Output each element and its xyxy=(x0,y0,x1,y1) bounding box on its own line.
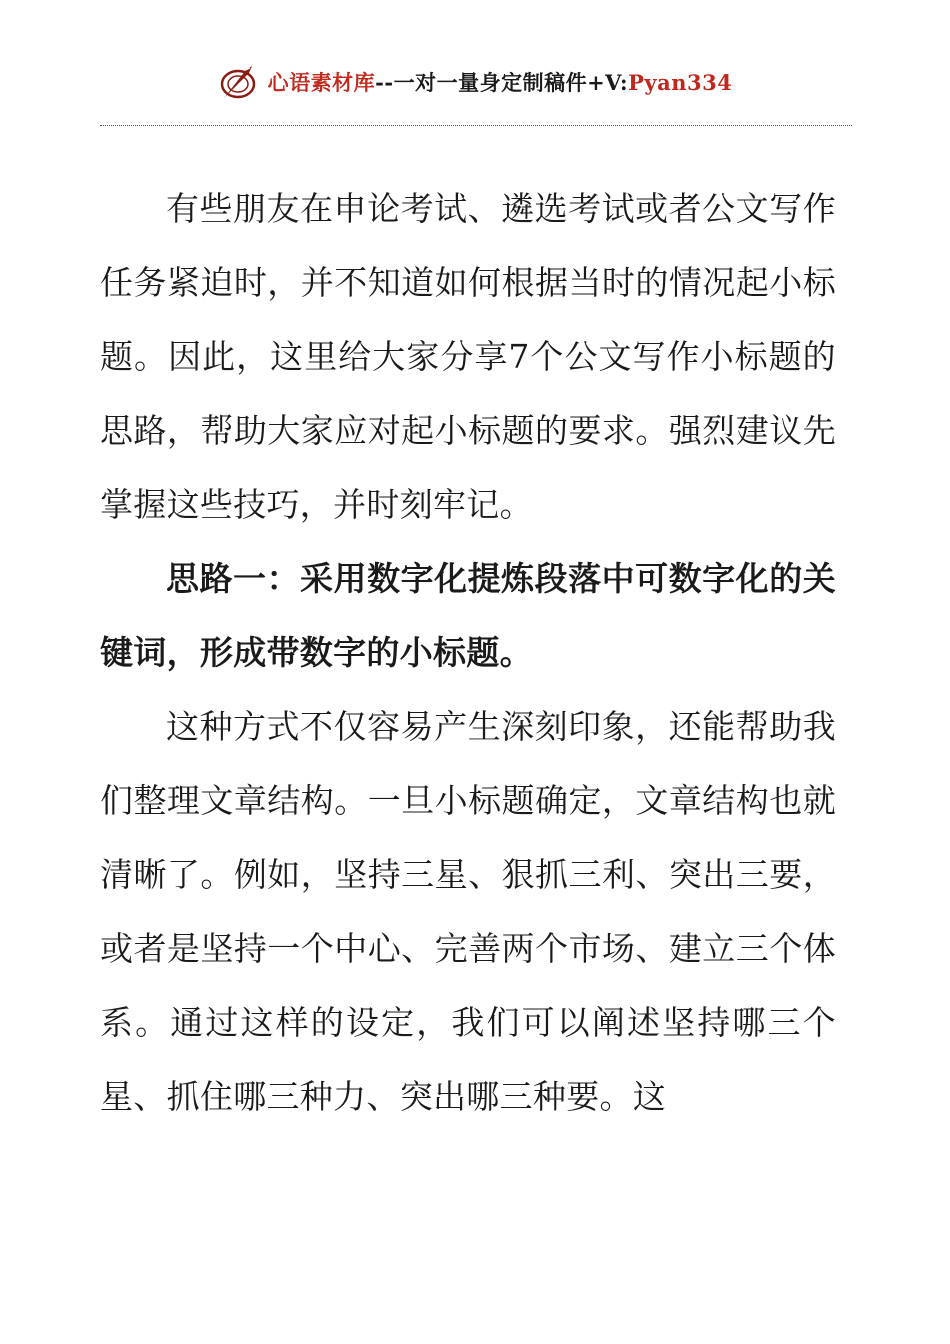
header-slogan: --一对一量身定制稿件+V: xyxy=(375,70,629,95)
document-body xyxy=(100,172,836,1134)
brand-name: 心语素材库 xyxy=(267,70,376,95)
body-paragraph: 这种方式不仅容易产生深刻印象，还能帮助我们整理文章结构。一旦小标题确定，文章结构也就清晰了。例如，坚持三星、狠抓三利、突出三要，或者是坚持一个中心、完善两个市场、建立三个体系。通过这样的设定，我们可以阐述坚持哪三个星、抓住哪三种力、突出哪三种要。这 xyxy=(100,707,836,1116)
header-divider xyxy=(100,125,852,126)
intro-paragraph: 有些朋友在申论考试、遴选考试或者公文写作任务紧迫时，并不知道如何根据当时的情况起小标题。因此，这里给大家分享7个公文写作小标题的思路，帮助大家应对起小标题的要求。强烈建议先掌握这些技巧，并时刻牢记。 xyxy=(100,189,836,524)
section-heading: 思路一：采用数字化提炼段落中可数字化的关键词，形成带数字的小标题。 xyxy=(100,559,836,672)
quill-pen-logo-icon xyxy=(218,62,258,102)
contact-id: Pyan334 xyxy=(628,70,733,95)
page-header xyxy=(0,58,950,106)
header-text xyxy=(268,67,733,97)
